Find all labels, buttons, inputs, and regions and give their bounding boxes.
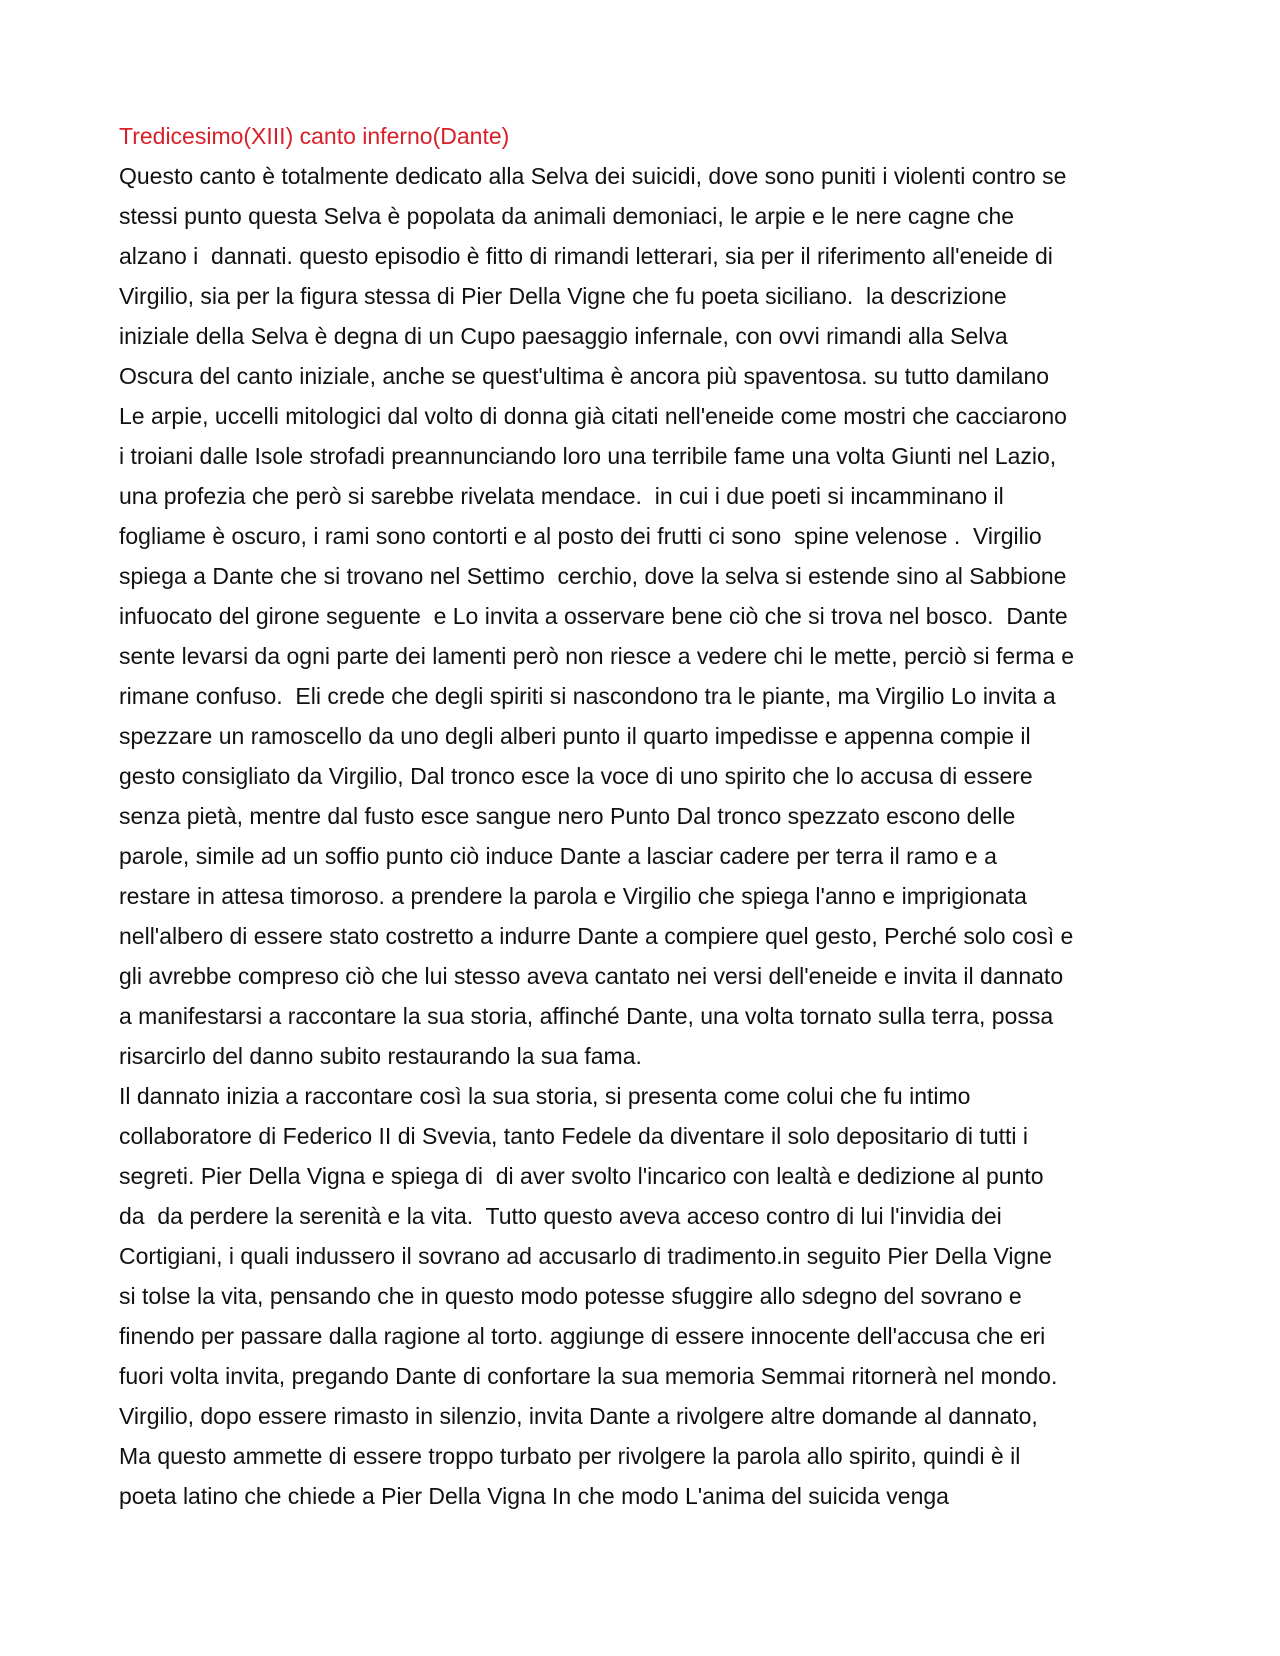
text-line: sente levarsi da ogni parte dei lamenti però non riesce a vedere chi le mette, perciò si ferma e — [119, 643, 1075, 669]
text-line: Il dannato inizia a raccontare così la sua storia, si presenta come colui che fu intimo — [119, 1083, 971, 1109]
text-line: si tolse la vita, pensando che in questo modo potesse sfuggire allo sdegno del sovrano e — [119, 1283, 1022, 1309]
text-line: da da perdere la serenità e la vita. Tutto questo aveva acceso contro di lui l'invidia dei — [119, 1203, 1002, 1229]
text-line: iniziale della Selva è degna di un Cupo paesaggio infernale, con ovvi rimandi alla Selva — [119, 323, 1008, 349]
text-line: Le arpie, uccelli mitologici dal volto di donna già citati nell'eneide come mostri che cacciarono — [119, 403, 1067, 429]
document-title: Tredicesimo(XIII) canto inferno(Dante) — [119, 123, 510, 149]
text-line: fuori volta invita, pregando Dante di confortare la sua memoria Semmai ritornerà nel mondo. — [119, 1363, 1058, 1389]
text-line: poeta latino che chiede a Pier Della Vigna In che modo L'anima del suicida venga — [119, 1483, 949, 1509]
text-line: i troiani dalle Isole strofadi preannunciando loro una terribile fame una volta Giunti nel Lazio, — [119, 443, 1057, 469]
document-body — [119, 116, 1169, 1516]
text-line: Virgilio, sia per la figura stessa di Pier Della Vigne che fu poeta siciliano. la descrizione — [119, 283, 1007, 309]
text-line: Oscura del canto iniziale, anche se quest'ultima è ancora più spaventosa. su tutto damilano — [119, 363, 1050, 389]
text-line: collaboratore di Federico II di Svevia, tanto Fedele da diventare il solo depositario di tutti i — [119, 1123, 1029, 1149]
text-line: nell'albero di essere stato costretto a indurre Dante a compiere quel gesto, Perché solo così e — [119, 923, 1074, 949]
text-line: alzano i dannati. questo episodio è fitto di rimandi letterari, sia per il riferimento all'eneide di — [119, 243, 1053, 269]
text-line: risarcirlo del danno subito restaurando la sua fama. — [119, 1043, 642, 1069]
text-line: gli avrebbe compreso ciò che lui stesso aveva cantato nei versi dell'eneide e invita il dannato — [119, 963, 1064, 989]
text-line: parole, simile ad un soffio punto ciò induce Dante a lasciar cadere per terra il ramo e a — [119, 843, 997, 869]
text-line: a manifestarsi a raccontare la sua storia, affinché Dante, una volta tornato sulla terra, possa — [119, 1003, 1054, 1029]
text-line: Ma questo ammette di essere troppo turbato per rivolgere la parola allo spirito, quindi è il — [119, 1443, 1021, 1469]
text-line: rimane confuso. Eli crede che degli spiriti si nascondono tra le piante, ma Virgilio Lo invita a — [119, 683, 1056, 709]
text-line: senza pietà, mentre dal fusto esce sangue nero Punto Dal tronco spezzato escono delle — [119, 803, 1016, 829]
text-line: segreti. Pier Della Vigna e spiega di di aver svolto l'incarico con lealtà e dedizione al punto — [119, 1163, 1044, 1189]
text-line: stessi punto questa Selva è popolata da animali demoniaci, le arpie e le nere cagne che — [119, 203, 1015, 229]
text-line: spiega a Dante che si trovano nel Settimo cerchio, dove la selva si estende sino al Sabbione — [119, 563, 1067, 589]
text-line: gesto consigliato da Virgilio, Dal tronco esce la voce di uno spirito che lo accusa di essere — [119, 763, 1033, 789]
text-line: fogliame è oscuro, i rami sono contorti e al posto dei frutti ci sono spine velenose . Virgilio — [119, 523, 1042, 549]
text-line: spezzare un ramoscello da uno degli alberi punto il quarto impedisse e appenna compie il — [119, 723, 1031, 749]
text-line: Virgilio, dopo essere rimasto in silenzio, invita Dante a rivolgere altre domande al dannato, — [119, 1403, 1038, 1429]
text-line: infuocato del girone seguente e Lo invita a osservare bene ciò che si trova nel bosco. Dante — [119, 603, 1068, 629]
text-line: una profezia che però si sarebbe rivelata mendace. in cui i due poeti si incamminano il — [119, 483, 1004, 509]
text-line: Questo canto è totalmente dedicato alla Selva dei suicidi, dove sono puniti i violenti contro se — [119, 163, 1067, 189]
text-line: restare in attesa timoroso. a prendere la parola e Virgilio che spiega l'anno e imprigionata — [119, 883, 1027, 909]
paragraph-text — [119, 156, 1169, 1516]
text-line: finendo per passare dalla ragione al torto. aggiunge di essere innocente dell'accusa che eri — [119, 1323, 1046, 1349]
text-line: Cortigiani, i quali indussero il sovrano ad accusarlo di tradimento.in seguito Pier Della Vigne — [119, 1243, 1052, 1269]
